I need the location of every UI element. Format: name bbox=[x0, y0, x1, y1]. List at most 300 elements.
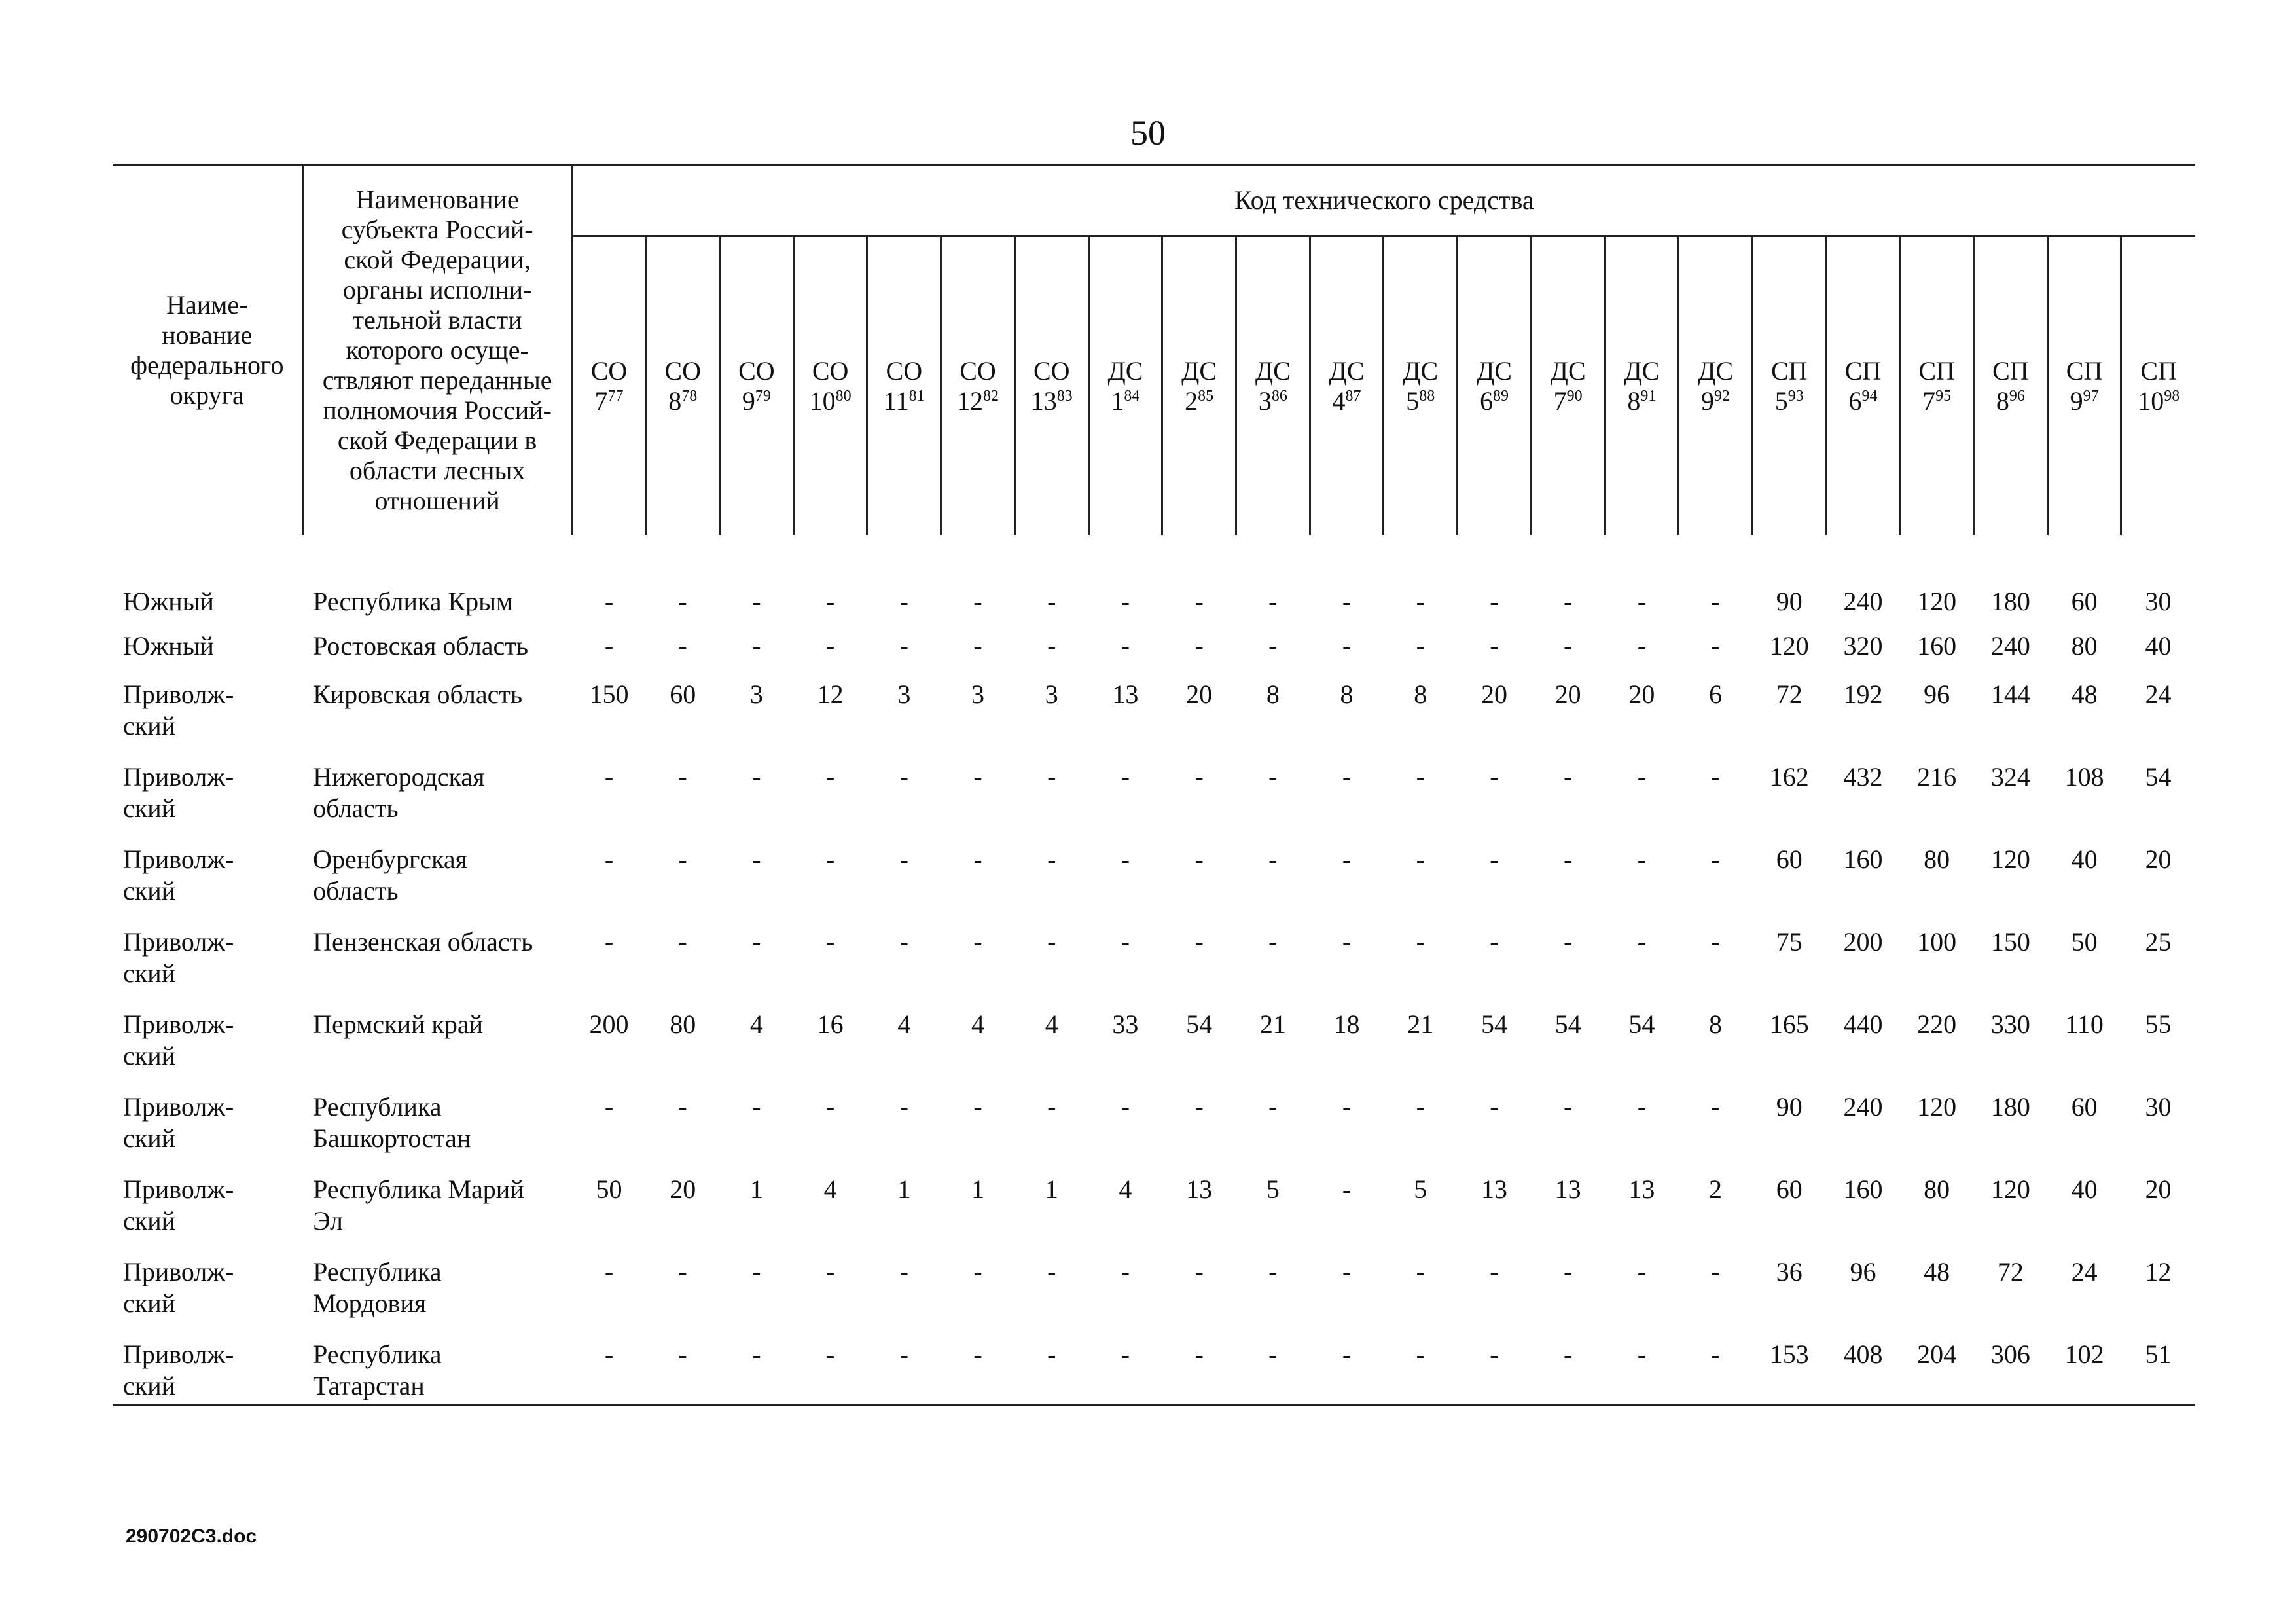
value-cell: 72 bbox=[1997, 1257, 2024, 1286]
code-number: 11 bbox=[884, 386, 909, 416]
value-cell: - bbox=[1563, 845, 1573, 874]
value-cell: - bbox=[1268, 1340, 1278, 1369]
value-cell: - bbox=[1121, 1092, 1130, 1122]
code-number: 8 bbox=[1627, 386, 1641, 416]
value-cell: - bbox=[1268, 1092, 1278, 1122]
document-code: 290702С3.doc bbox=[126, 1525, 257, 1547]
value-cell: 20 bbox=[1480, 680, 1507, 709]
subject-cell: Нижегородская область bbox=[313, 762, 485, 823]
value-cell: 8 bbox=[1266, 680, 1280, 709]
value-cell: 20 bbox=[2145, 1175, 2172, 1204]
value-cell: 180 bbox=[1990, 1092, 2030, 1122]
value-cell: - bbox=[973, 1257, 982, 1286]
value-cell: 48 bbox=[2071, 680, 2098, 709]
value-cell: - bbox=[1416, 845, 1425, 874]
value-cell: - bbox=[1637, 845, 1647, 874]
value-cell: - bbox=[825, 762, 835, 792]
code-label: СО bbox=[812, 356, 849, 386]
value-cell: 162 bbox=[1769, 762, 1809, 792]
value-cell: - bbox=[1711, 927, 1720, 957]
value-cell: 80 bbox=[670, 1010, 696, 1039]
value-cell: 60 bbox=[2071, 587, 2098, 616]
value-cell: 60 bbox=[2071, 1092, 2098, 1122]
value-cell: - bbox=[1121, 927, 1130, 957]
okrug-cell: Приволж- ский bbox=[123, 680, 234, 740]
value-cell: 408 bbox=[1843, 1340, 1883, 1369]
subject-cell: Пензенская область bbox=[313, 927, 533, 957]
value-cell: - bbox=[1194, 762, 1204, 792]
value-cell: 54 bbox=[2145, 762, 2172, 792]
subject-cell: Пермский край bbox=[313, 1010, 484, 1039]
value-cell: 120 bbox=[1917, 587, 1957, 616]
value-cell: - bbox=[1047, 762, 1056, 792]
value-cell: - bbox=[752, 762, 761, 792]
value-cell: - bbox=[1711, 1092, 1720, 1122]
value-cell: 18 bbox=[1333, 1010, 1360, 1039]
value-cell: - bbox=[604, 845, 614, 874]
table-row bbox=[113, 744, 2195, 827]
value-cell: - bbox=[1121, 1257, 1130, 1286]
value-cell: 100 bbox=[1917, 927, 1957, 957]
value-cell: 5 bbox=[1266, 1175, 1280, 1204]
okrug-cell: Приволж- ский bbox=[123, 1257, 234, 1318]
code-footnote: 91 bbox=[1640, 387, 1657, 405]
table-row bbox=[113, 535, 2195, 617]
value-cell: 21 bbox=[1407, 1010, 1434, 1039]
value-cell: 108 bbox=[2064, 762, 2104, 792]
code-footnote: 83 bbox=[1056, 387, 1073, 405]
value-cell: - bbox=[752, 1340, 761, 1369]
value-cell: 240 bbox=[1990, 631, 2030, 661]
value-cell: 4 bbox=[1119, 1175, 1132, 1204]
value-cell: - bbox=[1268, 845, 1278, 874]
code-label: СП bbox=[2140, 356, 2177, 386]
value-cell: - bbox=[1563, 587, 1573, 616]
value-cell: - bbox=[604, 1340, 614, 1369]
value-cell: - bbox=[1121, 845, 1130, 874]
value-cell: - bbox=[1194, 631, 1204, 661]
value-cell: 30 bbox=[2145, 1092, 2172, 1122]
value-cell: - bbox=[752, 631, 761, 661]
value-cell: 80 bbox=[2071, 631, 2098, 661]
value-cell: 240 bbox=[1843, 1092, 1883, 1122]
code-number: 7 bbox=[1922, 386, 1936, 416]
value-cell: 24 bbox=[2071, 1257, 2098, 1286]
value-cell: 204 bbox=[1917, 1340, 1957, 1369]
value-cell: - bbox=[825, 631, 835, 661]
value-cell: 160 bbox=[1843, 845, 1883, 874]
value-cell: 440 bbox=[1843, 1010, 1883, 1039]
value-cell: - bbox=[1637, 762, 1647, 792]
value-cell: - bbox=[1268, 631, 1278, 661]
value-cell: - bbox=[1711, 762, 1720, 792]
code-header bbox=[1458, 236, 1532, 536]
value-cell: - bbox=[825, 1257, 835, 1286]
value-cell: - bbox=[899, 587, 908, 616]
value-cell: 30 bbox=[2145, 587, 2172, 616]
code-header bbox=[941, 236, 1015, 536]
okrug-cell: Приволж- ский bbox=[123, 1010, 234, 1070]
code-number: 7 bbox=[594, 386, 608, 416]
code-number: 9 bbox=[742, 386, 755, 416]
value-cell: - bbox=[973, 631, 982, 661]
value-cell: - bbox=[825, 927, 835, 957]
table-row bbox=[113, 1074, 2195, 1157]
subject-cell: Оренбургская область bbox=[313, 845, 468, 905]
code-header bbox=[1605, 236, 1679, 536]
okrug-header: Наиме- нование федерального округа bbox=[113, 165, 302, 536]
code-footnote: 97 bbox=[2083, 387, 2099, 405]
code-footnote: 96 bbox=[2009, 387, 2025, 405]
value-cell: - bbox=[973, 927, 982, 957]
value-cell: 5 bbox=[1414, 1175, 1427, 1204]
value-cell: - bbox=[1711, 1257, 1720, 1286]
subject-header: Наименование субъекта Россий- ской Федерации, органы исполни- тельной власти которого осуще- ствляют переданные полномочия Россий- ской Федерации в области лесных отношений bbox=[302, 165, 572, 536]
code-footnote: 81 bbox=[908, 387, 925, 405]
code-header bbox=[1014, 236, 1088, 536]
value-cell: - bbox=[1490, 1092, 1499, 1122]
value-cell: - bbox=[1711, 1340, 1720, 1369]
value-cell: - bbox=[1047, 845, 1056, 874]
value-cell: - bbox=[899, 845, 908, 874]
value-cell: - bbox=[1637, 1340, 1647, 1369]
okrug-cell: Приволж- ский bbox=[123, 1175, 234, 1235]
value-cell: - bbox=[1563, 927, 1573, 957]
code-number: 3 bbox=[1258, 386, 1272, 416]
code-label: СО bbox=[590, 356, 628, 386]
value-cell: 200 bbox=[1843, 927, 1883, 957]
code-header bbox=[1752, 236, 1826, 536]
value-cell: - bbox=[1416, 927, 1425, 957]
code-label: ДС bbox=[1624, 356, 1660, 386]
code-footnote: 93 bbox=[1787, 387, 1804, 405]
value-cell: 4 bbox=[749, 1010, 763, 1039]
value-cell: - bbox=[825, 587, 835, 616]
value-cell: - bbox=[1416, 1257, 1425, 1286]
value-cell: 54 bbox=[1554, 1010, 1581, 1039]
value-cell: 13 bbox=[1186, 1175, 1213, 1204]
value-cell: - bbox=[1121, 762, 1130, 792]
value-cell: - bbox=[899, 1092, 908, 1122]
value-cell: 120 bbox=[1769, 631, 1809, 661]
technical-means-table bbox=[113, 164, 2195, 1406]
okrug-cell: Южный bbox=[123, 587, 214, 616]
code-header bbox=[1900, 236, 1974, 536]
code-label: СО bbox=[738, 356, 775, 386]
value-cell: 4 bbox=[1045, 1010, 1058, 1039]
code-number: 2 bbox=[1185, 386, 1198, 416]
value-cell: - bbox=[1637, 1257, 1647, 1286]
table-header bbox=[113, 165, 2195, 536]
code-footnote: 94 bbox=[1861, 387, 1878, 405]
value-cell: - bbox=[1121, 631, 1130, 661]
table-row bbox=[113, 1322, 2195, 1406]
value-cell: 33 bbox=[1112, 1010, 1139, 1039]
code-footnote: 79 bbox=[755, 387, 771, 405]
value-cell: 150 bbox=[589, 680, 629, 709]
value-cell: 16 bbox=[817, 1010, 844, 1039]
value-cell: 3 bbox=[897, 680, 911, 709]
value-cell: - bbox=[678, 762, 687, 792]
value-cell: 165 bbox=[1769, 1010, 1809, 1039]
code-label: ДС bbox=[1698, 356, 1734, 386]
code-header bbox=[1826, 236, 1900, 536]
code-number: 9 bbox=[1701, 386, 1715, 416]
value-cell: 13 bbox=[1480, 1175, 1507, 1204]
value-cell: 20 bbox=[1186, 680, 1213, 709]
value-cell: 216 bbox=[1917, 762, 1957, 792]
code-footnote: 78 bbox=[681, 387, 698, 405]
value-cell: 72 bbox=[1776, 680, 1803, 709]
code-number: 7 bbox=[1553, 386, 1567, 416]
value-cell: 144 bbox=[1990, 680, 2030, 709]
value-cell: 324 bbox=[1990, 762, 2030, 792]
code-footnote: 84 bbox=[1124, 387, 1140, 405]
value-cell: 320 bbox=[1843, 631, 1883, 661]
subject-cell: Ростовская область bbox=[313, 631, 528, 661]
value-cell: - bbox=[1637, 631, 1647, 661]
value-cell: - bbox=[752, 587, 761, 616]
value-cell: - bbox=[752, 1257, 761, 1286]
technical-means-table-wrap bbox=[113, 164, 2195, 1406]
value-cell: 40 bbox=[2145, 631, 2172, 661]
value-cell: - bbox=[1563, 762, 1573, 792]
value-cell: - bbox=[678, 1092, 687, 1122]
value-cell: - bbox=[1268, 587, 1278, 616]
value-cell: - bbox=[678, 587, 687, 616]
code-number: 6 bbox=[1479, 386, 1493, 416]
value-cell: - bbox=[1342, 1092, 1352, 1122]
value-cell: - bbox=[1490, 927, 1499, 957]
value-cell: - bbox=[899, 1340, 908, 1369]
value-cell: - bbox=[1416, 631, 1425, 661]
code-number: 12 bbox=[957, 386, 984, 416]
value-cell: - bbox=[1047, 1257, 1056, 1286]
value-cell: - bbox=[1342, 1175, 1352, 1204]
value-cell: - bbox=[1342, 1340, 1352, 1369]
subject-cell: Кировская область bbox=[313, 680, 523, 709]
value-cell: 54 bbox=[1628, 1010, 1655, 1039]
okrug-cell: Южный bbox=[123, 631, 214, 661]
value-cell: 12 bbox=[2145, 1257, 2172, 1286]
value-cell: - bbox=[1563, 1257, 1573, 1286]
value-cell: 25 bbox=[2145, 927, 2172, 957]
value-cell: - bbox=[1194, 1092, 1204, 1122]
value-cell: - bbox=[752, 845, 761, 874]
value-cell: - bbox=[678, 1340, 687, 1369]
code-label: СО bbox=[1033, 356, 1070, 386]
value-cell: - bbox=[1490, 845, 1499, 874]
value-cell: - bbox=[1490, 1257, 1499, 1286]
table-row bbox=[113, 827, 2195, 909]
table-row bbox=[113, 992, 2195, 1074]
value-cell: 8 bbox=[1340, 680, 1354, 709]
code-label: СП bbox=[1918, 356, 1955, 386]
value-cell: 75 bbox=[1776, 927, 1803, 957]
value-cell: - bbox=[1047, 927, 1056, 957]
code-footnote: 85 bbox=[1198, 387, 1214, 405]
code-header bbox=[1384, 236, 1458, 536]
value-cell: 120 bbox=[1917, 1092, 1957, 1122]
value-cell: 20 bbox=[1554, 680, 1581, 709]
value-cell: 13 bbox=[1112, 680, 1139, 709]
value-cell: - bbox=[1194, 1257, 1204, 1286]
code-label: ДС bbox=[1476, 356, 1512, 386]
value-cell: - bbox=[1490, 762, 1499, 792]
value-cell: 3 bbox=[749, 680, 763, 709]
value-cell: - bbox=[1416, 762, 1425, 792]
value-cell: - bbox=[678, 1257, 687, 1286]
okrug-cell: Приволж- ский bbox=[123, 1092, 234, 1153]
value-cell: - bbox=[1490, 1340, 1499, 1369]
value-cell: 24 bbox=[2145, 680, 2172, 709]
code-number: 8 bbox=[668, 386, 682, 416]
code-footnote: 87 bbox=[1345, 387, 1361, 405]
value-cell: - bbox=[899, 1257, 908, 1286]
code-footnote: 95 bbox=[1935, 387, 1952, 405]
value-cell: - bbox=[604, 762, 614, 792]
value-cell: - bbox=[1490, 631, 1499, 661]
code-header bbox=[646, 236, 720, 536]
okrug-cell: Приволж- ский bbox=[123, 762, 234, 823]
table-row bbox=[113, 1239, 2195, 1322]
value-cell: 330 bbox=[1990, 1010, 2030, 1039]
code-header bbox=[1679, 236, 1753, 536]
code-number: 5 bbox=[1774, 386, 1788, 416]
table-row bbox=[113, 617, 2195, 662]
value-cell: - bbox=[1194, 587, 1204, 616]
code-header bbox=[572, 236, 646, 536]
code-label: СП bbox=[1992, 356, 2029, 386]
value-cell: - bbox=[973, 1340, 982, 1369]
code-number: 10 bbox=[809, 386, 836, 416]
value-cell: - bbox=[825, 1340, 835, 1369]
value-cell: 48 bbox=[1924, 1257, 1950, 1286]
value-cell: 3 bbox=[971, 680, 985, 709]
value-cell: 12 bbox=[817, 680, 844, 709]
code-label: СО bbox=[960, 356, 996, 386]
value-cell: 40 bbox=[2071, 1175, 2098, 1204]
okrug-cell: Приволж- ский bbox=[123, 845, 234, 905]
value-cell: - bbox=[825, 845, 835, 874]
value-cell: - bbox=[899, 762, 908, 792]
value-cell: 120 bbox=[1990, 1175, 2030, 1204]
subject-cell: Республика Марий Эл bbox=[313, 1175, 524, 1235]
value-cell: 4 bbox=[823, 1175, 837, 1204]
value-cell: - bbox=[1121, 587, 1130, 616]
code-label: СО bbox=[664, 356, 701, 386]
value-cell: 13 bbox=[1554, 1175, 1581, 1204]
code-footnote: 89 bbox=[1492, 387, 1509, 405]
subject-cell: Республика Мордовия bbox=[313, 1257, 442, 1318]
code-label: ДС bbox=[1403, 356, 1439, 386]
code-label: ДС bbox=[1329, 356, 1365, 386]
value-cell: - bbox=[1342, 762, 1352, 792]
value-cell: - bbox=[1490, 587, 1499, 616]
value-cell: 60 bbox=[1776, 845, 1803, 874]
code-label: СО bbox=[886, 356, 923, 386]
value-cell: 20 bbox=[1628, 680, 1655, 709]
value-cell: 8 bbox=[1414, 680, 1427, 709]
value-cell: 120 bbox=[1990, 845, 2030, 874]
code-label: СП bbox=[1770, 356, 1808, 386]
code-label: СП bbox=[2066, 356, 2103, 386]
code-label: ДС bbox=[1181, 356, 1217, 386]
value-cell: - bbox=[1711, 587, 1720, 616]
value-cell: - bbox=[1047, 631, 1056, 661]
code-number: 4 bbox=[1332, 386, 1346, 416]
code-header bbox=[793, 236, 867, 536]
value-cell: - bbox=[899, 631, 908, 661]
code-footnote: 88 bbox=[1419, 387, 1435, 405]
value-cell: 192 bbox=[1843, 680, 1883, 709]
value-cell: - bbox=[973, 762, 982, 792]
subject-cell: Республика Татарстан bbox=[313, 1340, 442, 1400]
value-cell: 220 bbox=[1917, 1010, 1957, 1039]
value-cell: - bbox=[1342, 587, 1352, 616]
value-cell: - bbox=[678, 845, 687, 874]
code-number: 8 bbox=[1996, 386, 2009, 416]
code-footnote: 80 bbox=[835, 387, 852, 405]
value-cell: 200 bbox=[589, 1010, 629, 1039]
code-header bbox=[2121, 236, 2195, 536]
value-cell: 51 bbox=[2145, 1340, 2172, 1369]
value-cell: 4 bbox=[971, 1010, 985, 1039]
value-cell: 1 bbox=[1045, 1175, 1058, 1204]
value-cell: 180 bbox=[1990, 587, 2030, 616]
value-cell: 240 bbox=[1843, 587, 1883, 616]
code-number: 10 bbox=[2138, 386, 2164, 416]
value-cell: - bbox=[604, 1092, 614, 1122]
table-body bbox=[113, 535, 2195, 1406]
value-cell: 6 bbox=[1709, 680, 1723, 709]
code-footnote: 90 bbox=[1566, 387, 1583, 405]
okrug-cell: Приволж- ский bbox=[123, 927, 234, 988]
value-cell: - bbox=[1711, 845, 1720, 874]
value-cell: 54 bbox=[1480, 1010, 1507, 1039]
code-header bbox=[1088, 236, 1162, 536]
value-cell: 102 bbox=[2064, 1340, 2104, 1369]
value-cell: 13 bbox=[1628, 1175, 1655, 1204]
value-cell: - bbox=[752, 927, 761, 957]
value-cell: 153 bbox=[1769, 1340, 1809, 1369]
value-cell: 1 bbox=[749, 1175, 763, 1204]
code-header bbox=[2047, 236, 2121, 536]
value-cell: 4 bbox=[897, 1010, 911, 1039]
value-cell: - bbox=[1268, 927, 1278, 957]
value-cell: 160 bbox=[1917, 631, 1957, 661]
value-cell: - bbox=[1047, 587, 1056, 616]
value-cell: - bbox=[825, 1092, 835, 1122]
value-cell: 2 bbox=[1709, 1175, 1723, 1204]
value-cell: 90 bbox=[1776, 1092, 1803, 1122]
value-cell: 160 bbox=[1843, 1175, 1883, 1204]
value-cell: 1 bbox=[897, 1175, 911, 1204]
value-cell: - bbox=[1194, 1340, 1204, 1369]
value-cell: - bbox=[1342, 845, 1352, 874]
value-cell: - bbox=[1121, 1340, 1130, 1369]
value-cell: 8 bbox=[1709, 1010, 1723, 1039]
table-row bbox=[113, 1157, 2195, 1239]
value-cell: 20 bbox=[670, 1175, 696, 1204]
value-cell: - bbox=[752, 1092, 761, 1122]
value-cell: - bbox=[604, 587, 614, 616]
value-cell: - bbox=[1047, 1340, 1056, 1369]
value-cell: 60 bbox=[670, 680, 696, 709]
value-cell: - bbox=[1342, 1257, 1352, 1286]
code-footnote: 98 bbox=[2164, 387, 2180, 405]
value-cell: 110 bbox=[2065, 1010, 2104, 1039]
